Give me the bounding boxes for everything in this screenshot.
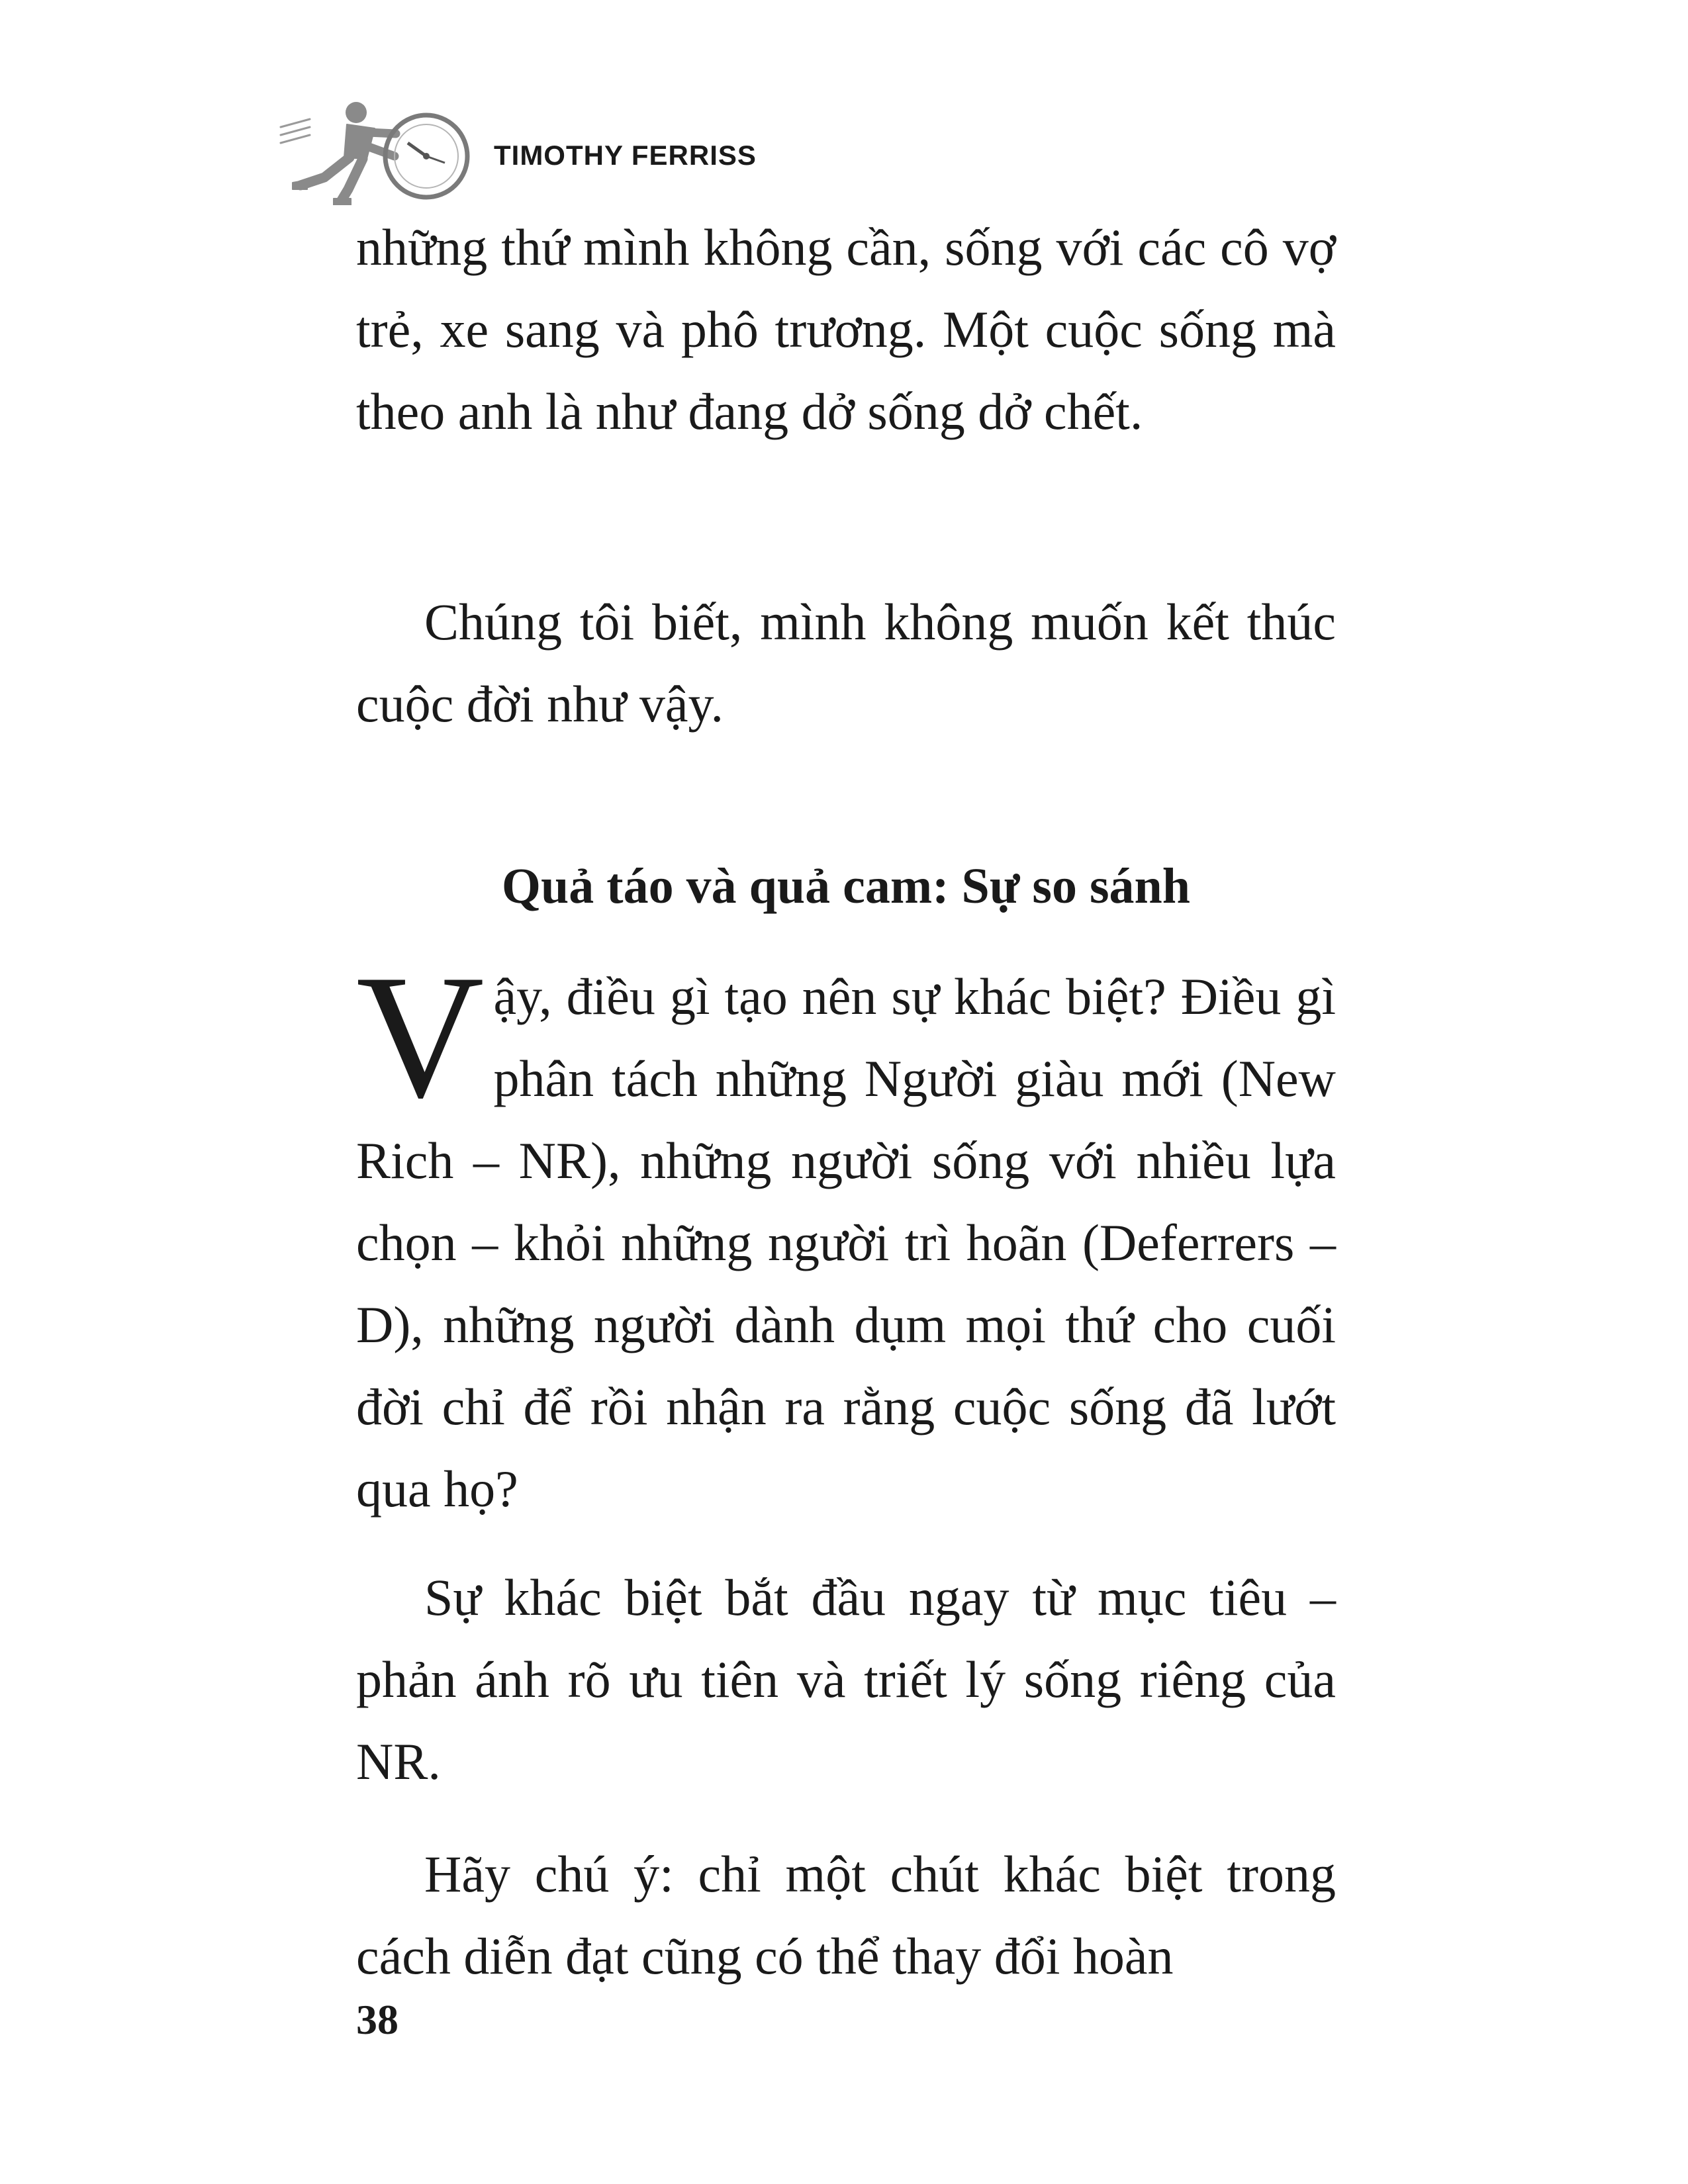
page-number: 38 bbox=[356, 1996, 399, 2043]
paragraph: Hãy chú ý: chỉ một chút khác biệt trong cách diễn đạt cũng có thể thay đổi hoàn bbox=[356, 1845, 1336, 1985]
drop-cap: V bbox=[356, 938, 485, 1134]
paragraph-text: ậy, điều gì tạo nên sự khác biệt? Điều gì phân tách những Người giàu mới (New Rich – NR), những người sống với nhiều lựa chọn – khỏi những người trì hoãn (Deferrers – D), những người dành dụm mọi thứ cho cuối đời chỉ để rồi nhận ra rằng cuộc sống đã lướt qua họ? bbox=[356, 968, 1336, 1518]
paragraph: Sự khác biệt bắt đầu ngay từ mục tiêu – phản ánh rõ ưu tiên và triết lý sống riêng của NR. bbox=[356, 1569, 1336, 1790]
paragraph: những thứ mình không cần, sống với các cô vợ trẻ, xe sang và phô trương. Một cuộc sống mà theo anh là như đang dở sống dở chết. bbox=[356, 218, 1336, 440]
author-name: TIMOTHY FERRISS bbox=[494, 140, 757, 171]
section-heading: Quả táo và quả cam: Sự so sánh bbox=[501, 858, 1191, 914]
running-header bbox=[278, 93, 757, 205]
man-pushing-clock-icon bbox=[278, 93, 470, 205]
paragraph-with-dropcap bbox=[356, 938, 1336, 1530]
paragraph: Chúng tôi biết, mình không muốn kết thúc cuộc đời như vậy. bbox=[356, 593, 1336, 733]
